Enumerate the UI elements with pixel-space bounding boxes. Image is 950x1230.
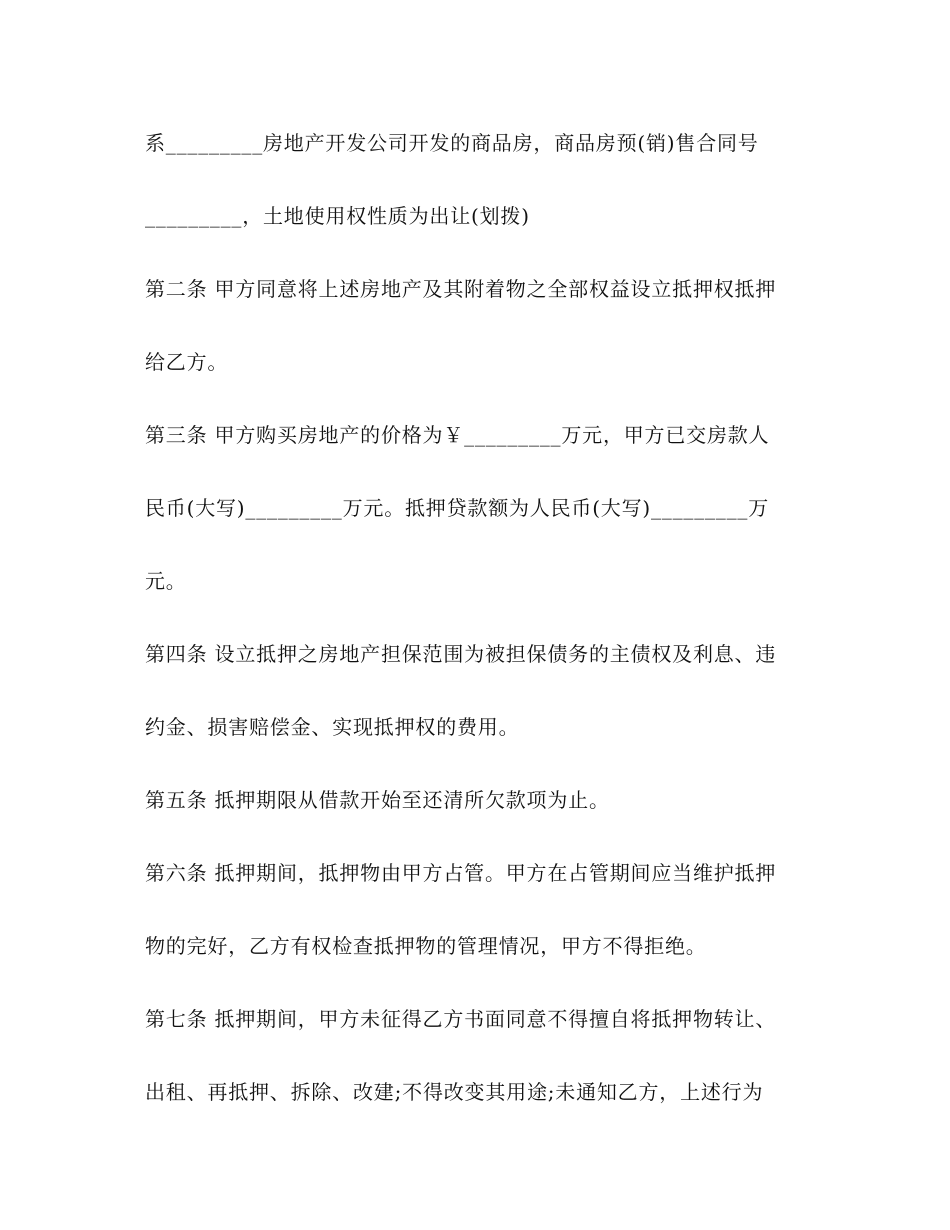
text-line: 第五条 抵押期限从借款开始至还清所欠款项为止。 (145, 788, 610, 812)
text-line: 物的完好，乙方有权检查抵押物的管理情况，甲方不得拒绝。 (145, 934, 707, 958)
text-line: 约金、损害赔偿金、实现抵押权的费用。 (145, 715, 520, 739)
text-line: 第二条 甲方同意将上述房地产及其附着物之全部权益设立抵押权抵押 (145, 277, 777, 301)
text-line: 给乙方。 (145, 350, 229, 374)
text-line: 出租、再抵押、拆除、改建;不得改变其用途;未通知乙方，上述行为 (145, 1080, 764, 1104)
text-line: _________，土地使用权性质为出让(划拨) (145, 204, 530, 228)
text-line: 民币(大写)_________万元。抵押贷款额为人民币(大写)_________万 (145, 496, 770, 520)
text-line: 第六条 抵押期间，抵押物由甲方占管。甲方在占管期间应当维护抵押 (145, 861, 777, 885)
text-line: 系_________房地产开发公司开发的商品房，商品房预(销)售合同号 (145, 131, 759, 155)
text-line: 第四条 设立抵押之房地产担保范围为被担保债务的主债权及利息、违 (145, 642, 777, 666)
text-line: 第七条 抵押期间，甲方未征得乙方书面同意不得擅自将抵押物转让、 (145, 1007, 777, 1031)
text-line: 元。 (145, 569, 187, 593)
text-line: 第三条 甲方购买房地产的价格为￥_________万元，甲方已交房款人 (145, 423, 770, 447)
